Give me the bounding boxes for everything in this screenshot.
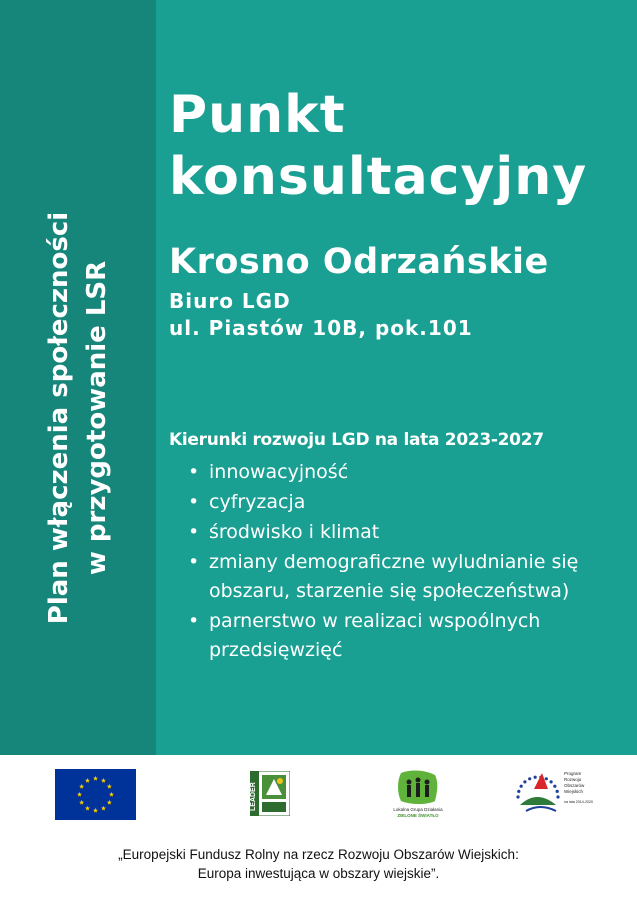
list-item-text: parnerstwo w realizaci wspoólnych przedsięwzięć: [209, 610, 541, 661]
prow-star-icon: [550, 780, 553, 783]
list-item-text: cyfryzacja: [209, 491, 306, 513]
list-item: [186, 518, 626, 547]
prow-star-icon: [553, 785, 556, 788]
leader-logo-text: LEADER: [250, 782, 257, 811]
prow-text-line3: Obszarów: [564, 783, 585, 788]
prow-star-icon: [556, 790, 559, 793]
sidebar-vertical-title: [40, 158, 116, 678]
lgd-logo-text-line1: Lokalna Grupa Działania: [393, 807, 443, 812]
prow-text-line4: Wiejskich: [564, 789, 584, 794]
prow-logo-icon: [512, 767, 598, 821]
bullet-icon: •: [188, 521, 200, 543]
address-block: [169, 288, 473, 342]
title-line1: Punkt: [169, 85, 346, 145]
list-item: [186, 607, 626, 665]
street-address: ul. Piastów 10B, pok.101: [169, 316, 473, 340]
sidebar-title-line1: Plan włączenia społeczności: [44, 211, 74, 625]
sidebar-title-line2: w przygotowanie LSR: [82, 260, 112, 576]
title-line2: konsultacyjny: [169, 147, 588, 207]
directions-heading: Kierunki rozwoju LGD na lata 2023-2027: [169, 430, 544, 450]
list-item: [186, 458, 626, 487]
main-panel: [156, 0, 637, 755]
list-item-text: środwisko i klimat: [209, 521, 380, 543]
page-title: [169, 84, 587, 208]
bullet-icon: •: [188, 551, 200, 573]
eu-flag-icon: [55, 769, 136, 820]
footer-line2: Europa inwestująca w obszary wiejskie”.: [197, 866, 440, 881]
office-name: Biuro LGD: [169, 289, 291, 313]
prow-star-icon: [545, 777, 548, 780]
lgd-zielone-swiatlo-logo-icon: [391, 767, 445, 821]
leader-logo-icon: [250, 771, 290, 816]
lgd-logo-text-line2: ZIELONE ŚWIATŁO: [397, 813, 439, 818]
logo-bar: [0, 755, 637, 835]
prow-star-icon: [516, 795, 519, 798]
city-name: Krosno Odrzańskie: [169, 242, 549, 282]
list-item-text: zmiany demograficzne wyludnianie się obszaru, starzenie się społeczeństwa): [209, 551, 579, 602]
footer-caption: [0, 845, 637, 883]
sidebar-panel: [0, 0, 156, 755]
bullet-icon: •: [188, 461, 200, 483]
prow-star-icon: [520, 785, 523, 788]
prow-text-line5: na lata 2014-2020: [564, 800, 593, 804]
list-item-text: innowacyjność: [209, 461, 349, 483]
footer-line1: „Europejski Fundusz Rolny na rzecz Rozwoju Obszarów Wiejskich:: [118, 847, 519, 862]
bullet-icon: •: [188, 491, 200, 513]
prow-star-icon: [528, 777, 531, 780]
bullet-icon: •: [188, 610, 200, 632]
list-item: [186, 548, 626, 606]
directions-list: [186, 458, 626, 666]
prow-star-icon: [534, 776, 537, 779]
prow-star-icon: [517, 790, 520, 793]
prow-text-line1: Program: [564, 771, 582, 776]
prow-star-icon: [523, 780, 526, 783]
prow-star-icon: [556, 795, 559, 798]
list-item: [186, 488, 626, 517]
prow-text-line2: Rozwoju: [564, 777, 582, 782]
